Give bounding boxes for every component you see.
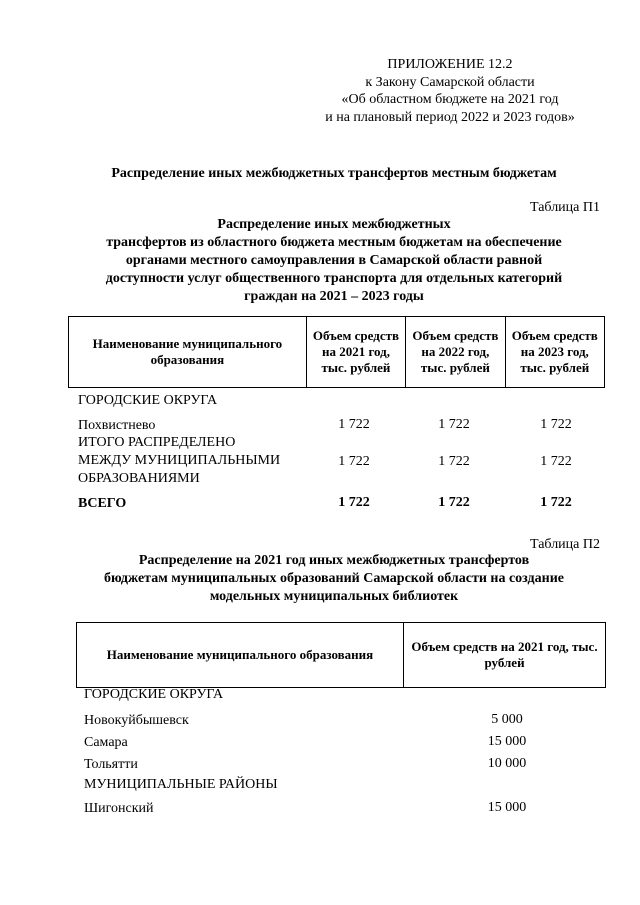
table1-itogo-label	[78, 434, 280, 488]
appendix-line: ПРИЛОЖЕНИЕ 12.2	[387, 57, 513, 72]
table1-row-2022: 1 722	[438, 417, 470, 432]
table1-label: Таблица П1	[530, 200, 600, 215]
column-header-name: Наименование муниципального образования	[69, 317, 307, 388]
table1-title-line: доступности услуг общественного транспорта для отдельных категорий	[105, 271, 563, 286]
itogo-line: МЕЖДУ МУНИЦИПАЛЬНЫМИ	[78, 453, 281, 468]
column-header-2021: Объем средств на 2021 год, тыс. рублей	[404, 623, 606, 688]
table2-header	[76, 622, 606, 688]
itogo-line: ОБРАЗОВАНИЯМИ	[78, 471, 200, 486]
table1-itogo-2022: 1 722	[438, 454, 470, 469]
table2-row-name: Самара	[84, 735, 128, 750]
table2-label: Таблица П2	[530, 537, 600, 552]
appendix-line: к Закону Самарской области	[365, 74, 535, 90]
table1-total-2021: 1 722	[338, 495, 370, 510]
table2-row-value: 5 000	[491, 712, 523, 727]
table2-group-label: ГОРОДСКИЕ ОКРУГА	[84, 687, 224, 702]
table2-row-name: Шигонский	[84, 801, 154, 816]
column-header-2023: Объем средств на 2023 год, тыс. рублей	[505, 317, 604, 388]
table1-total-2023: 1 722	[540, 495, 572, 510]
table2-group-label: МУНИЦИПАЛЬНЫЕ РАЙОНЫ	[84, 777, 278, 792]
column-header-2021: Объем средств на 2021 год, тыс. рублей	[306, 317, 405, 388]
table2-row-value: 10 000	[487, 756, 527, 771]
table1-itogo-2021: 1 722	[338, 454, 370, 469]
table1-group-label: ГОРОДСКИЕ ОКРУГА	[78, 393, 218, 408]
table2-row-value: 15 000	[487, 734, 527, 749]
column-header-name: Наименование муниципального образования	[77, 623, 404, 688]
table1-total-2022: 1 722	[438, 495, 470, 510]
table1-title-line: граждан на 2021 – 2023 годы	[244, 289, 424, 304]
table1-row-2023: 1 722	[540, 417, 572, 432]
table2-title-line: модельных муниципальных библиотек	[209, 589, 459, 604]
table1-itogo-2023: 1 722	[540, 454, 572, 469]
table2-row-name: Новокуйбышевск	[84, 713, 189, 728]
table2-row-value: 15 000	[487, 800, 527, 815]
appendix-line: и на плановый период 2022 и 2023 годов»	[325, 109, 575, 125]
table2-row-name: Тольятти	[84, 757, 138, 772]
table1-title-line: трансфертов из областного бюджета местным бюджетам на обеспечение	[106, 235, 562, 250]
table2-title	[60, 552, 608, 606]
table2-title-line: Распределение на 2021 год иных межбюджетных трансфертов	[138, 553, 530, 568]
table1-title-line: органами местного самоуправления в Самарской области равной	[125, 253, 543, 268]
itogo-line: ИТОГО РАСПРЕДЕЛЕНО	[78, 435, 236, 450]
main-title: Распределение иных межбюджетных трансфертов местным бюджетам	[111, 166, 557, 181]
table1-header	[68, 316, 605, 388]
column-header-2022: Объем средств на 2022 год, тыс. рублей	[406, 317, 505, 388]
table1-title	[60, 216, 608, 306]
appendix-header	[300, 56, 600, 126]
table1-row-2021: 1 722	[338, 417, 370, 432]
table1-row-name: Похвистнево	[78, 418, 156, 433]
table1-total-label: ВСЕГО	[78, 496, 127, 511]
table1-title-line: Распределение иных межбюджетных	[217, 217, 451, 232]
table2-title-line: бюджетам муниципальных образований Самарской области на создание	[104, 571, 564, 586]
appendix-line: «Об областном бюджете на 2021 год	[341, 92, 559, 107]
